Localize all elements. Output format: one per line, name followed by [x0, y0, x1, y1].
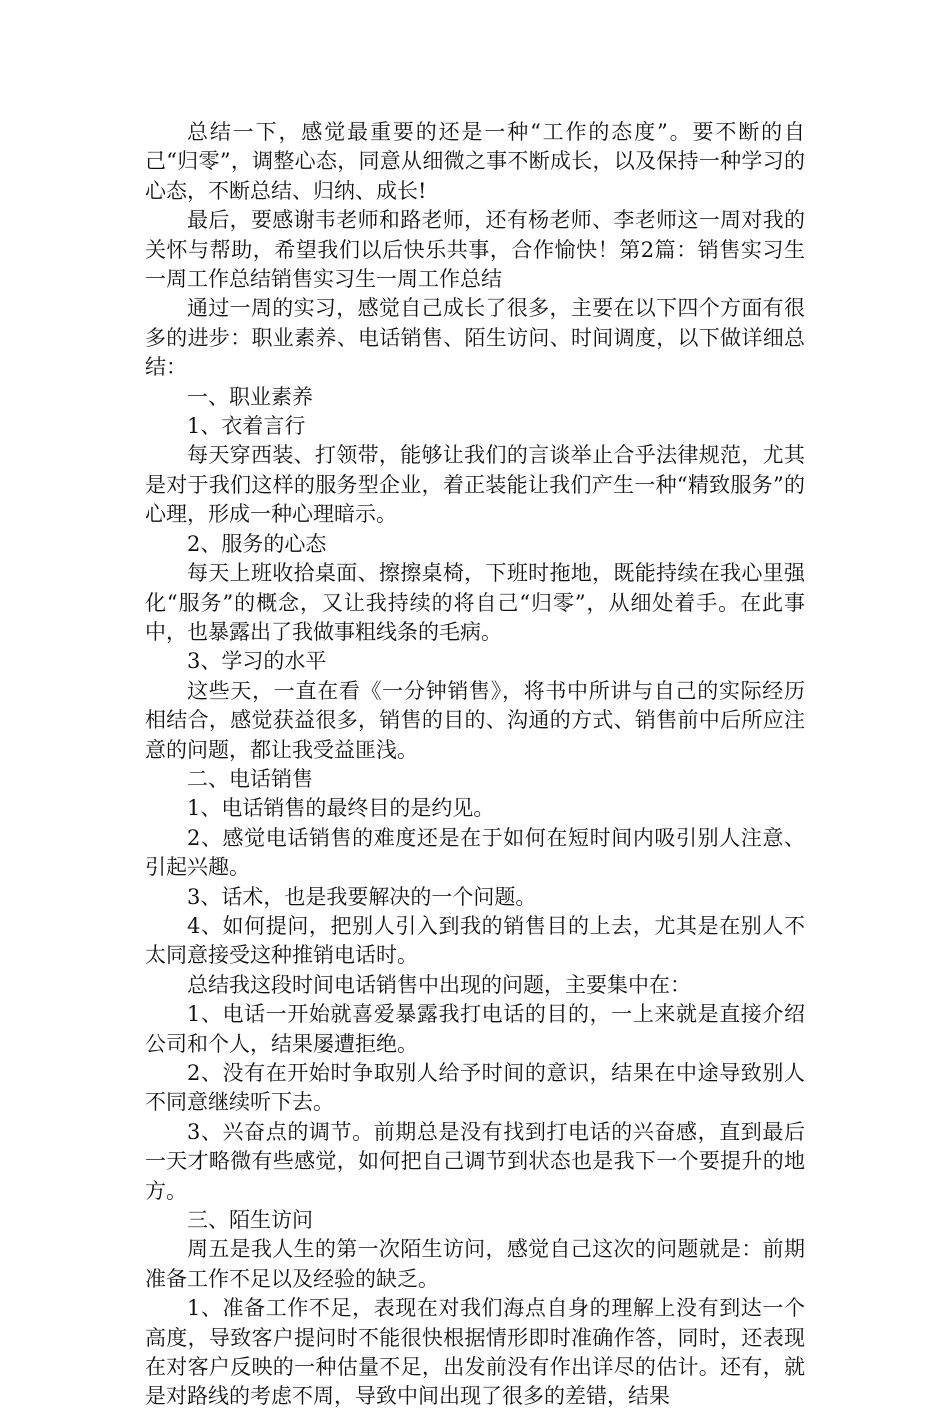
subsection-heading: 2、服务的心态 [187, 531, 327, 556]
paragraph: 总结我这段时间电话销售中出现的问题，主要集中在： [187, 972, 691, 997]
section-heading: 一、职业素养 [187, 384, 313, 409]
list-item: 2、没有在开始时争取别人给予时间的意识，结果在中途导致别人不同意继续听下去。 [145, 1061, 805, 1115]
paragraph: 每天上班收拾桌面、擦擦桌椅，下班时拖地，既能持续在我心里强化“服务”的概念，又让我持续的将自己“归零”，从细处着手。在此事中，也暴露出了我做事粗线条的毛病。 [145, 561, 805, 644]
document-body [145, 118, 805, 1412]
list-item: 1、电话一开始就喜爱暴露我打电话的目的，一上来就是直接介绍公司和个人，结果屡遭拒绝。 [145, 1002, 805, 1056]
section-heading: 三、陌生访问 [187, 1208, 313, 1233]
paragraph: 总结一下，感觉最重要的还是一种“工作的态度”。要不断的自己“归零”，调整心态，同意从细微之事不断成长，以及保持一种学习的心态，不断总结、归纳、成长! [145, 120, 805, 203]
paragraph: 这些天，一直在看《一分钟销售》，将书中所讲与自己的实际经历相结合，感觉获益很多，销售的目的、沟通的方式、销售前中后所应注意的问题，都让我受益匪浅。 [145, 678, 805, 762]
paragraph: 周五是我人生的第一次陌生访问，感觉自己这次的问题就是：前期准备工作不足以及经验的缺乏。 [145, 1237, 805, 1291]
list-item: 3、话术，也是我要解决的一个问题。 [187, 884, 537, 909]
list-item: 2、感觉电话销售的难度还是在于如何在短时间内吸引别人注意、引起兴趣。 [145, 825, 805, 880]
paragraph: 通过一周的实习，感觉自己成长了很多，主要在以下四个方面有很多的进步：职业素养、电话销售、陌生访问、时间调度，以下做详细总结： [145, 296, 805, 380]
section-heading: 二、电话销售 [187, 766, 313, 791]
list-item: 1、电话销售的最终目的是约见。 [187, 796, 495, 821]
list-item: 4、如何提问，把别人引入到我的销售目的上去，尤其是在别人不太同意接受这种推销电话时。 [145, 913, 805, 968]
subsection-heading: 3、学习的水平 [187, 649, 327, 674]
subsection-heading: 1、衣着言行 [187, 414, 306, 439]
paragraph: 最后，要感谢韦老师和路老师，还有杨老师、李老师这一周对我的关怀与帮助，希望我们以后快乐共事，合作愉快！第2篇：销售实习生一周工作总结销售实习生一周工作总结 [145, 208, 805, 292]
list-item: 3、兴奋点的调节。前期总是没有找到打电话的兴奋感，直到最后一天才略微有些感觉，如何把自己调节到状态也是我下一个要提升的地方。 [145, 1119, 805, 1203]
paragraph: 每天穿西装、打领带，能够让我们的言谈举止合乎法律规范，尤其是对于我们这样的服务型企业，着正装能让我们产生一种“精致服务”的心理，形成一种心理暗示。 [145, 443, 805, 527]
list-item: 1、准备工作不足，表现在对我们海点自身的理解上没有到达一个高度，导致客户提问时不能很快根据情形即时准确作答，同时，还表现在对客户反映的一种估量不足，出发前没有作出详尽的估计。还有，就是对路线的考虑不周，导致中间出现了很多的差错，结果 [145, 1296, 805, 1409]
